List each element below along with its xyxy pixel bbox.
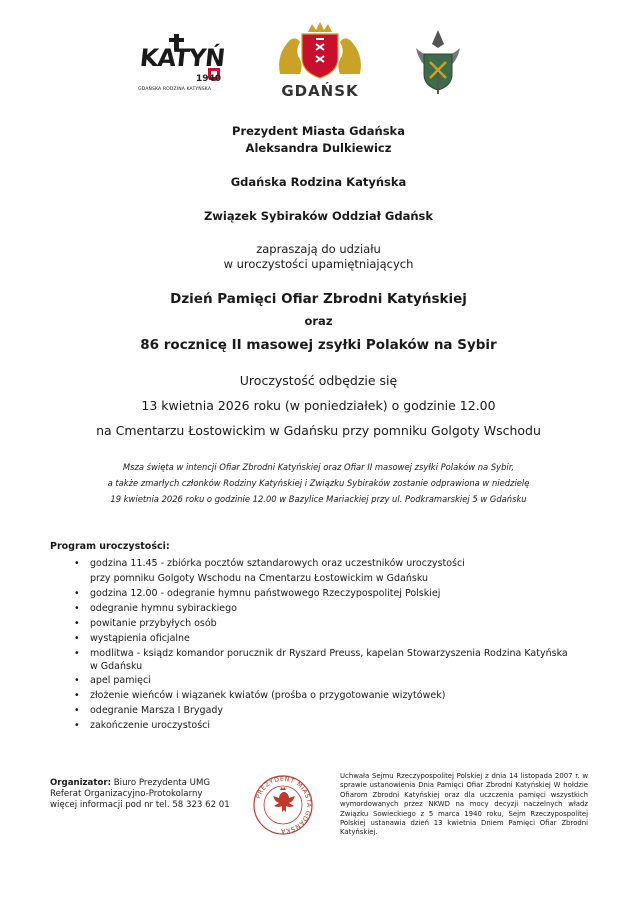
mass-line-1: Msza święta w intencji Ofiar Zbrodni Katyńskiej oraz Ofiar II masowej zsyłki Polaków na Sybir, — [122, 462, 515, 472]
program-item-text: wystąpienia oficjalne — [90, 633, 190, 644]
bullet-icon: • — [74, 558, 80, 569]
program-item-text: odegranie hymnu sybirackiego — [90, 603, 237, 614]
program-item — [72, 703, 592, 718]
mass-line-2: a także zmarłych członków Rodziny Katyńskiej i Związku Sybiraków zostanie odprawiona w niedzielę — [107, 478, 530, 488]
program-item-text: modlitwa - ksiądz komandor porucznik dr Ryszard Preuss, kapelan Stowarzyszenia Rodzina Katyńska — [90, 648, 568, 659]
sybiracy-emblem — [412, 28, 464, 98]
gdansk-logo — [272, 22, 368, 100]
header-president-name: Aleksandra Dulkiewicz — [245, 141, 392, 155]
organizer-label: Organizator: — [50, 778, 112, 788]
program-item-continuation: w Gdańsku — [90, 661, 143, 672]
event-title-1: Dzień Pamięci Ofiar Zbrodni Katyńskiej — [170, 291, 467, 307]
organizer-department: Referat Organizacyjno-Protokolarny — [50, 789, 203, 799]
event-title-2: 86 rocznicę II masowej zsyłki Polaków na Sybir — [140, 337, 497, 353]
resolution-note: Uchwała Sejmu Rzeczypospolitej Polskiej z dnia 14 listopada 2007 r. w sprawie ustanowienia Dnia Pamięci Ofiar Zbrodni Katyńskiej W hołdzie Ofiarom Zbrodni Katyńskiej oraz dla uczczenia pamięci wszystkich wymordowanych przez NKWD na mocy decyzji naczelnych władz Związku Sowieckiego z 5 marca 1940 roku, Sejm Rzeczypospolitej Polskiej ustanawia dzień 13 kwietnia Dniem Pamięci Ofiar Zbrodni Katyńskiej. — [340, 772, 588, 837]
sybiracy-emblem-icon — [412, 28, 464, 98]
bullet-icon: • — [74, 618, 80, 629]
gdansk-coat-of-arms-icon — [272, 22, 368, 82]
organizer-phone: więcej informacji pod nr tel. 58 323 62 01 — [50, 800, 230, 810]
gdansk-wordmark: GDAŃSK — [281, 82, 359, 100]
bullet-icon: • — [74, 588, 80, 599]
program-item — [72, 718, 592, 733]
header-president: Prezydent Miasta Gdańska — [232, 124, 405, 138]
program-item — [72, 556, 592, 571]
program-item-continuation: przy pomniku Golgoty Wschodu na Cmentarzu Łostowickim w Gdańsku — [90, 573, 429, 584]
mass-line-3: 19 kwietnia 2026 roku o godzinie 12.00 w Bazylice Mariackiej przy ul. Podkramarskiej 5 w Gdańsku — [110, 494, 527, 504]
program-item — [72, 673, 592, 688]
bullet-icon: • — [74, 705, 80, 716]
program-item — [72, 646, 592, 661]
program-item-text: odegranie Marsza I Brygady — [90, 705, 224, 716]
program-item — [72, 631, 592, 646]
event-when-1: Uroczystość odbędzie się — [239, 373, 398, 388]
invite-line-2: w uroczystości upamiętniających — [223, 257, 414, 271]
program-list — [72, 556, 592, 733]
header-katyn-family: Gdańska Rodzina Katyńska — [230, 175, 407, 189]
program-item-text: złożenie wieńców i wiązanek kwiatów (prośba o przygotowanie wizytówek) — [90, 690, 446, 701]
bullet-icon: • — [74, 633, 80, 644]
event-when-2: 13 kwietnia 2026 roku (w poniedziałek) o godzinie 12.00 — [141, 398, 496, 413]
program-item-text: godzina 12.00 - odegranie hymnu państwowego Rzeczypospolitej Polskiej — [90, 588, 441, 599]
katyn-year: 1940 — [196, 74, 222, 84]
katyn-subtitle: GDAŃSKA RODZINA KATYŃSKA — [138, 87, 212, 92]
svg-text:PREZYDENT MIASTA GDAŃSKA: PREZYDENT MIASTA GDAŃSKA — [254, 775, 313, 835]
header-sybiracy: Związek Sybiraków Oddział Gdańsk — [203, 209, 434, 223]
program-item-text: godzina 11.45 - zbiórka pocztów sztandarowych oraz uczestników uroczystości — [90, 558, 465, 569]
bullet-icon: • — [74, 690, 80, 701]
katyn-wordmark: KATYŃ — [138, 44, 226, 72]
organizer-block — [50, 778, 230, 811]
bullet-icon: • — [74, 648, 80, 659]
bullet-icon: • — [74, 675, 80, 686]
program-heading: Program uroczystości: — [50, 541, 170, 552]
program-item — [72, 688, 592, 703]
event-when-3: na Cmentarzu Łostowickim w Gdańsku przy pomniku Golgoty Wschodu — [96, 423, 541, 438]
event-oraz: oraz — [304, 314, 333, 328]
bullet-icon: • — [74, 720, 80, 731]
katyn-logo — [138, 34, 230, 96]
program-item-text: apel pamięci — [90, 675, 151, 686]
program-item — [72, 601, 592, 616]
invite-line-1: zapraszają do udziału — [256, 242, 381, 256]
president-seal-icon — [252, 774, 314, 836]
program-item-text: zakończenie uroczystości — [90, 720, 211, 731]
organizer-value: Biuro Prezydenta UMG — [113, 778, 211, 788]
program-item-text: powitanie przybyłych osób — [90, 618, 217, 629]
bullet-icon: • — [74, 603, 80, 614]
program-item — [72, 586, 592, 601]
program-item — [72, 616, 592, 631]
